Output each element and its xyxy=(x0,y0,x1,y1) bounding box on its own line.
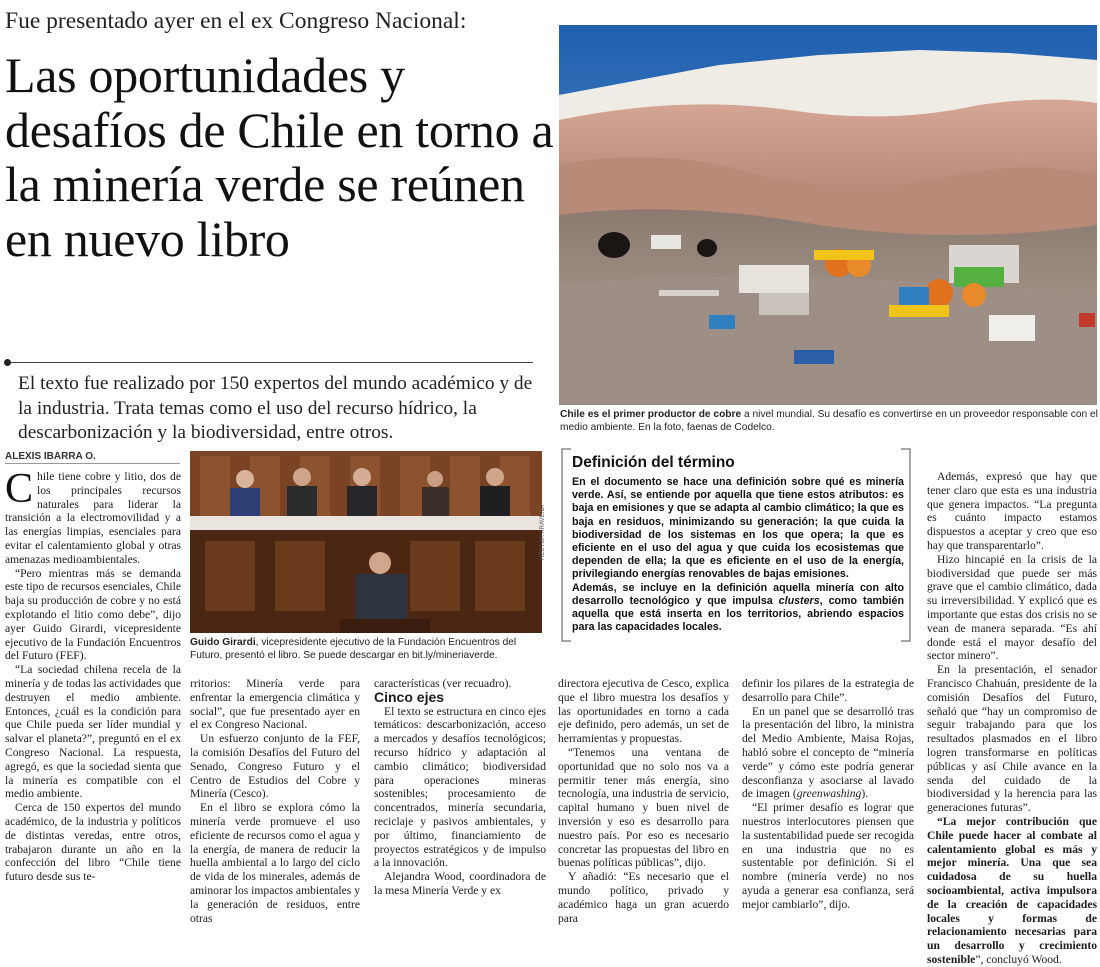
definition-p2-italic: clusters xyxy=(778,594,820,607)
col3-subhead: Cinco ejes xyxy=(374,688,445,705)
byline-rule xyxy=(5,463,180,464)
definition-box-text xyxy=(572,476,904,634)
col4-p1: directora ejecutiva de Cesco, explica que el libro muestra los desafíos y las oportunidades en torno a cada eje definido, pero además, un set de herramientas y propuestas. xyxy=(558,677,729,746)
col5-p2 xyxy=(742,705,914,802)
col6-p2: Hizo hincapié en la crisis de la biodiversidad que puede ser más grave que el cambio climático, dada su irreversibilidad. Y explicó que es importante que estas dos crisis no se vean de manera separada. “Es ahí donde está el mayor desafío del sector minero”. xyxy=(927,552,1097,663)
meeting-caption-bold: Guido Girardi xyxy=(190,637,256,648)
col5-p2-italic: greenwashing xyxy=(796,787,862,801)
definition-p2-b: , como también aquella que está inserta en los territorios, abriendo espacios para las capacidades locales. xyxy=(572,594,904,634)
column-1 xyxy=(5,466,181,884)
col3-p3: Alejandra Wood, coordinadora de la mesa Minería Verde y ex xyxy=(374,870,546,897)
col5-p2-a: En un panel que se desarrolló tras la presentación del libro, la ministra del Medio Ambiente, Maisa Rojas, habló sobre el concepto de “minería verde” y cómo este podría generar desconfianza y asociarse al lavado de imagen ( xyxy=(742,704,914,801)
mine-caption xyxy=(560,408,1098,434)
column-4 xyxy=(558,677,729,925)
col6-p1: Además, expresó que hay que tener claro que esta es una industria que genera impactos. “La pregunta es cuánto impacto estamos dispuestos a aceptar y creo que eso hay que transparentarlo”. xyxy=(927,470,1097,552)
col1-p2: “Pero mientras más se demanda este tipo de recursos esenciales, Chile baja su producción de cobre y no está explotando el litio como debe”, dijo ayer Guido Girardi, vicepresidente ejecutivo de la Fundación Encuentros del Futuro (FEF). xyxy=(5,566,181,663)
col1-p4: Cerca de 150 expertos del mundo académico, de la industria y políticos de distintas veredas, entre otros, trabajaron durante un año en la confección del libro “Chile tiene futuro desde sus te- xyxy=(5,801,181,884)
headline: Las oportunidades y desafíos de Chile en torno a la minería verde se reúnen en nuevo libro xyxy=(5,47,554,267)
col1-p1: hile tiene cobre y litio, dos de los principales recursos naturales para liderar la transición a la electromovilidad y a las energías limpias, esenciales para evitar el calentamiento global y otras amenazas medioambientales. xyxy=(5,470,181,566)
column-3 xyxy=(374,677,546,898)
byline: ALEXIS IBARRA O. xyxy=(5,451,96,462)
column-5 xyxy=(742,677,914,912)
col6-p4 xyxy=(927,815,1097,967)
definition-p2-a: Además, se incluye en la definición aquella minería con alto desarrollo tecnológico y que impulsa xyxy=(572,581,904,607)
mine-caption-text: a nivel mundial. Su desafío es convertirse en un proveedor responsable con el medio ambiente. En la foto, faenas de Codelco. xyxy=(560,409,1098,434)
headline-rule xyxy=(8,362,533,363)
column-2 xyxy=(190,677,360,925)
col4-p3: Y añadió: “Es necesario que el mundo político, privado y académico haga un gran acuerdo para xyxy=(558,870,729,925)
col5-p1: definir los pilares de la estrategia de desarrollo para Chile”. xyxy=(742,677,914,704)
deck: El texto fue realizado por 150 expertos del mundo académico y de la industria. Trata temas como el uso del recurso hídrico, la descarbonización y la biodiversidad, entre otros. xyxy=(18,373,533,443)
col5-p2-b: ). xyxy=(861,787,869,801)
meeting-caption xyxy=(190,636,545,662)
definition-p2 xyxy=(572,582,904,635)
col4-p2: “Tenemos una ventana de oportunidad que no solo nos va a permitir tener más energía, sino tecnología, una industria de servicio, capital humano y buen nivel de inversión y eso es desarrollo para nuestro país. Por eso es necesario concretar las propuestas del libro en buenas políticas públicas”, dijo. xyxy=(558,745,729,870)
definition-p1: En el documento se hace una definición sobre qué es minería verde. Así, se entiende por aquella que tiene estos atributos: es baja en emisiones y que se adapta al cambio climático; la que es baja en residuos, minimizando su generación; la que cuida la biodiversidad de los sistemas en los que opera; la que es eficiente en el uso del agua y que cuida los ecosistemas que dependen de ella; la que es eficiente en el uso de la energía, privilegiando energías renovables de bajas emisiones. xyxy=(572,476,904,581)
col2-p3: En el libro se explora cómo la minería verde promueve el uso eficiente de recursos como el agua y la energía, de manera de reducir la huella ambiental a lo largo del ciclo de vida de los minerales, además de aminorar los impactos ambientales y la generación de residuos, entre otras xyxy=(190,801,360,925)
meeting-photo xyxy=(190,451,542,633)
col1-p3: “La sociedad chilena recela de la minería y de todas las actividades que destruyen el medio ambiente. Entonces, ¿cuál es la condición para que Chile pueda ser líder mundial y salvar el planeta?”, preguntó en el ex Congreso Nacional. La respuesta, agregó, es que la sociedad sienta que la minería es compatible con el medio ambiente. xyxy=(5,663,181,801)
col2-p1: rritorios: Minería verde para enfrentar la emergencia climática y social”, que fue presentado ayer en el ex Congreso Nacional. xyxy=(190,677,360,732)
col2-p2: Un esfuerzo conjunto de la FEF, la comisión Desafíos del Futuro del Senado, Congreso Futuro y el Centro de Estudios del Cobre y Minería (Cesco). xyxy=(190,732,360,801)
col5-p3: “El primer desafío es lograr que nuestros interlocutores piensen que la sustentabilidad puede ser recogida en una industria que no es sustentable por definición. Si el nombre (minería verde) no nos ayuda a generar esa confianza, será mejor cambiarlo”, dijo. xyxy=(742,801,914,911)
rule-dot xyxy=(4,359,11,366)
col6-p4-bold: “La mejor contribución que Chile puede hacer al combate al calentamiento global es más y mejor minería. Una que sea cuidadosa de su huella socioambiental, activa impulsora de la creación de capacidades locales y formas de relacionamiento necesarias para un desarrollo y crecimiento sostenible xyxy=(927,814,1097,966)
definition-box-title: Definición del término xyxy=(572,454,735,471)
dropcap: C xyxy=(5,466,34,512)
meeting-caption-text: , vicepresidente ejecutivo de la Fundación Encuentros del Futuro, presentó el libro. Se puede descargar en bit.ly/mineriaverde. xyxy=(190,637,517,662)
col3-p1: características (ver recuadro). xyxy=(374,677,512,690)
mine-photo xyxy=(559,25,1097,405)
col6-p3: En la presentación, el senador Francisco Chahuán, presidente de la comisión Desafíos del Futuro, señaló que “hay un compromiso de seguir trabajando para que los resultados plasmados en el libro logren transformarse en políticas públicas y así Chile avance en la senda del cuidado de la biodiversidad y la herencia para las generaciones futuras”. xyxy=(927,663,1097,815)
col6-p4-b: ”, concluyó Wood. xyxy=(975,952,1062,966)
column-6 xyxy=(927,470,1097,967)
kicker: Fue presentado ayer en el ex Congreso Nacional: xyxy=(5,8,467,34)
col3-p2: El texto se estructura en cinco ejes temáticos: descarbonización, acceso a mercados y desafíos tecnológicos; recurso hídrico y adaptación al cambio climático; biodiversidad para operaciones mineras sostenibles; procesamiento de concentrados, minería secundaria, reciclaje y pasivos ambientales, y por último, financiamiento de proyectos estratégicos y de impulso a la innovación. xyxy=(374,704,546,870)
mine-caption-bold: Chile es el primer productor de cobre xyxy=(560,409,742,420)
photo-credit: HÉCTOR ARAVENA xyxy=(540,505,546,560)
